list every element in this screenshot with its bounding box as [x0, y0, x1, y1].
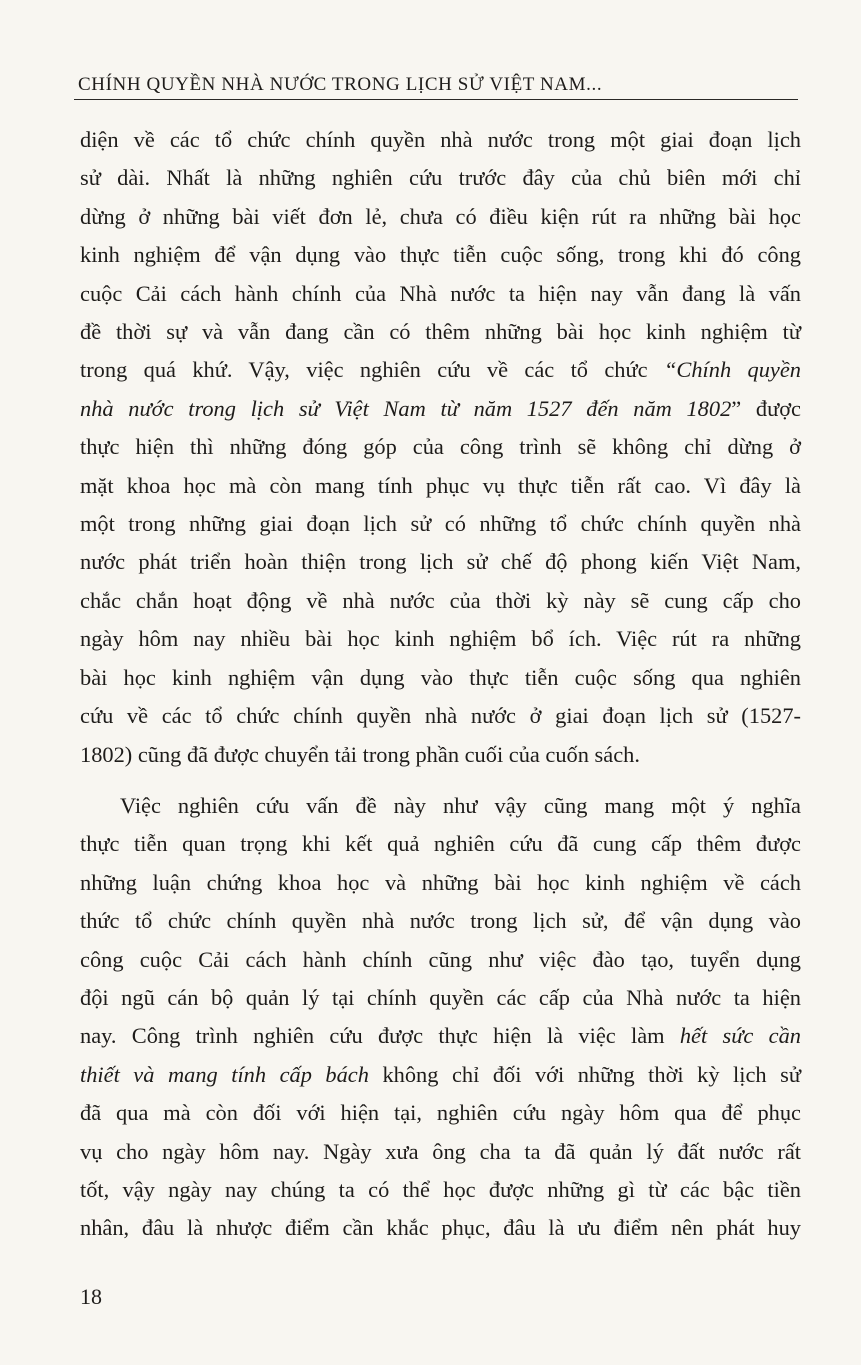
text-segment: công cuộc Cải cách hành chính cũng như việc đào tạo, tuyển dụng — [80, 946, 801, 972]
page-number: 18 — [80, 1284, 102, 1309]
text-segment: nước phát triển hoàn thiện trong lịch sử chế độ phong kiến Việt Nam, — [80, 549, 801, 575]
text-segment: 1802) cũng đã được chuyển tải trong phần cuối của cuốn sách. — [80, 741, 640, 767]
text-segment: diện về các tổ chức chính quyền nhà nước trong một giai đoạn lịch — [80, 127, 801, 152]
text-line — [80, 275, 801, 313]
text-line — [80, 198, 801, 236]
text-segment: trong quá khứ. Vậy, việc nghiên cứu về các tổ chức — [80, 357, 664, 383]
text-line — [80, 864, 801, 902]
text-line — [80, 941, 801, 979]
italic-text: nhà nước trong lịch sử Việt Nam từ năm 1527 đến năm 1802 — [80, 395, 732, 421]
text-segment: kinh nghiệm để vận dụng vào thực tiễn cuộc sống, trong khi đó công — [80, 242, 801, 268]
text-line — [80, 543, 801, 581]
text-line — [80, 351, 801, 389]
text-line — [80, 659, 801, 697]
text-segment: chắc chắn hoạt động về nhà nước của thời kỳ này sẽ cung cấp cho — [80, 587, 801, 613]
text-segment: thực hiện thì những đóng góp của công trình sẽ không chỉ dừng ở — [80, 434, 801, 460]
text-line — [80, 979, 801, 1017]
text-segment: đề thời sự và vẫn đang cần có thêm những bài học kinh nghiệm từ — [80, 319, 801, 345]
text-line — [80, 428, 801, 466]
text-line — [80, 1056, 801, 1094]
text-segment: vụ cho ngày hôm nay. Ngày xưa ông cha ta đã quản lý đất nước rất — [80, 1138, 801, 1164]
text-segment: những luận chứng khoa học và những bài học kinh nghiệm về cách — [80, 869, 801, 895]
text-segment: bài học kinh nghiệm vận dụng vào thực tiễn cuộc sống qua nghiên — [80, 664, 801, 690]
text-segment: nhân, đâu là nhược điểm cần khắc phục, đâu là ưu điểm nên phát huy — [80, 1215, 801, 1241]
text-line — [80, 697, 801, 735]
text-segment: Việc nghiên cứu vấn đề này như vậy cũng mang một ý nghĩa — [120, 792, 801, 818]
paragraph — [80, 787, 801, 1248]
paragraph-gap — [80, 774, 801, 787]
italic-text: “Chính quyền — [663, 357, 801, 383]
text-segment: thực tiễn quan trọng khi kết quả nghiên cứu đã cung cấp thêm được — [80, 831, 801, 857]
text-line — [80, 1094, 801, 1132]
paragraph — [80, 121, 801, 774]
running-header: CHÍNH QUYỀN NHÀ NƯỚC TRONG LỊCH SỬ VIỆT NAM... — [78, 74, 603, 95]
text-segment: một trong những giai đoạn lịch sử có những tổ chức chính quyền nhà — [80, 511, 801, 537]
text-line — [80, 121, 801, 159]
text-segment: ” được — [731, 395, 801, 421]
text-segment: nay. Công trình nghiên cứu được thực hiện là việc làm — [80, 1023, 680, 1049]
text-segment: thức tổ chức chính quyền nhà nước trong lịch sử, để vận dụng vào — [80, 908, 801, 934]
header-rule — [74, 99, 798, 100]
text-line — [80, 236, 801, 274]
text-line — [80, 736, 801, 774]
text-segment: sử dài. Nhất là những nghiên cứu trước đây của chủ biên mới chỉ — [80, 165, 801, 191]
text-line — [80, 505, 801, 543]
text-segment: mặt khoa học mà còn mang tính phục vụ thực tiễn rất cao. Vì đây là — [80, 472, 801, 498]
italic-text: hết sức cần — [679, 1023, 801, 1049]
text-segment: đã qua mà còn đối với hiện tại, nghiên cứu ngày hôm qua để phục — [80, 1100, 801, 1126]
text-line — [80, 313, 801, 351]
text-segment: đội ngũ cán bộ quản lý tại chính quyền các cấp của Nhà nước ta hiện — [80, 984, 801, 1010]
text-line — [80, 1209, 801, 1247]
text-segment: cuộc Cải cách hành chính của Nhà nước ta hiện nay vẫn đang là vấn — [80, 280, 801, 306]
text-segment: cứu về các tổ chức chính quyền nhà nước ở giai đoạn lịch sử (1527- — [80, 703, 801, 729]
text-line — [80, 390, 801, 428]
text-line — [80, 825, 801, 863]
text-line — [80, 467, 801, 505]
text-line — [80, 902, 801, 940]
text-line — [80, 1171, 801, 1209]
italic-text: thiết và mang tính cấp bách — [80, 1061, 369, 1087]
text-segment: tốt, vậy ngày nay chúng ta có thể học được những gì từ các bậc tiền — [80, 1176, 801, 1202]
text-line — [80, 787, 801, 825]
text-segment: dừng ở những bài viết đơn lẻ, chưa có điều kiện rút ra những bài học — [80, 203, 801, 229]
body-text — [80, 121, 801, 1248]
text-line — [80, 1017, 801, 1055]
text-line — [80, 582, 801, 620]
text-line — [80, 159, 801, 197]
text-segment: ngày hôm nay nhiều bài học kinh nghiệm bổ ích. Việc rút ra những — [80, 626, 801, 652]
text-segment: không chỉ đối với những thời kỳ lịch sử — [368, 1061, 801, 1087]
text-line — [80, 1133, 801, 1171]
text-line — [80, 620, 801, 658]
